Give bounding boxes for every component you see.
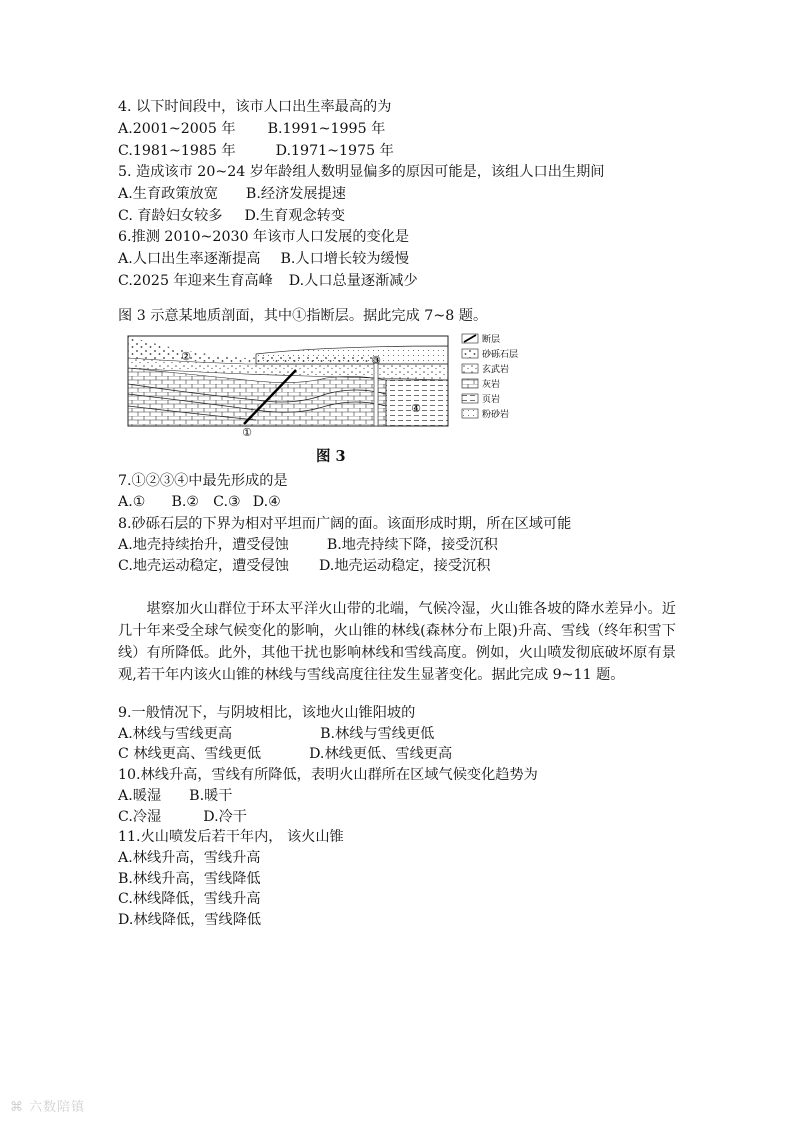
q6-option-d: D.人口总量逐渐减少 — [288, 273, 418, 289]
q5-stem: 5. 造成该市 20~24 岁年龄组人数明显偏多的原因可能是，该组人口出生期间 — [118, 164, 605, 180]
q6-option-b: B.人口增长较为缓慢 — [280, 251, 409, 267]
q10-option-b: B.暖干 — [189, 788, 233, 804]
q11-option-d: D.林线降低，雪线降低 — [118, 912, 262, 928]
q8-option-b: B.地壳持续下降，接受沉积 — [326, 537, 498, 553]
q7-stem: 7.①②③④中最先形成的是 — [118, 473, 288, 489]
legend-shale — [462, 393, 500, 405]
q5-option-b: B.经济发展提速 — [245, 186, 346, 202]
figure-intro: 图 3 示意某地质剖面，其中①指断层。据此完成 7~8 题。 — [118, 308, 488, 324]
q5-options-row1 — [118, 184, 346, 204]
q6-option-a: A.人口出生率逐渐提高 — [118, 251, 261, 267]
q10-option-c: C.冷湿 — [118, 809, 162, 825]
watermark-text: 六数陪镇 — [29, 1100, 86, 1115]
q7-option-d: D.④ — [252, 494, 281, 510]
q10-options-row1 — [118, 786, 232, 806]
legend-basalt — [462, 363, 509, 375]
legend-label-basalt: 玄武岩 — [482, 365, 510, 375]
q8-options-row2 — [118, 556, 490, 576]
q6-options-row1 — [118, 249, 409, 269]
figure-caption: 图 3 — [316, 448, 346, 465]
legend — [462, 333, 518, 420]
passage-kamchatka: 堪察加火山群位于环太平洋火山带的北端，气候冷湿，火山锥各坡的降水差异小。近几十年来受全球气候变化的影响，火山锥的林线(森林分布上限)升高、雪线（终年积雪下线）有所降低。此外，其他干扰也影响林线和雪线高度。例如，火山喷发彻底破坏原有景观,若干年内该火山锥的林线与雪线高度往往发生显著变化。据此完成 9~11 题。 — [118, 601, 676, 683]
q8-option-d: D.地壳运动稳定，接受沉积 — [318, 558, 491, 574]
q11-stem: 11.火山喷发后若干年内， 该火山锥 — [118, 829, 344, 845]
marker-3: ③ — [371, 354, 381, 367]
legend-label-fault: 断层 — [482, 335, 501, 345]
legend-label-shale: 页岩 — [482, 395, 501, 405]
q11-option-a: A.林线升高，雪线升高 — [118, 850, 261, 866]
q9-option-c: C 林线更高、雪线更低 — [118, 746, 262, 762]
q4-options-row2 — [118, 141, 394, 161]
q6-option-c: C.2025 年迎来生育高峰 — [118, 273, 273, 289]
q4-option-b: B.1991~1995 年 — [267, 121, 386, 137]
q4-option-c: C.1981~1985 年 — [118, 143, 236, 159]
q9-stem: 9.一般情况下，与阴坡相比，该地火山锥阳坡的 — [118, 705, 416, 721]
q9-option-a: A.林线与雪线更高 — [118, 726, 233, 742]
q4-option-a: A.2001~2005 年 — [118, 121, 236, 137]
q11-option-b: B.林线升高，雪线降低 — [118, 871, 261, 887]
legend-label-limestone: 灰岩 — [482, 380, 501, 390]
q6-stem: 6.推测 2010~2030 年该市人口发展的变化是 — [118, 229, 410, 245]
q7-options — [118, 492, 281, 512]
q4-options-row1 — [118, 119, 385, 139]
q6-options-row2 — [118, 271, 418, 291]
legend-gravel — [462, 348, 518, 360]
q10-stem: 10.林线升高，雪线有所降低，表明火山群所在区域气候变化趋势为 — [118, 767, 538, 783]
q10-option-a: A.暖湿 — [118, 788, 162, 804]
q8-option-c: C.地壳运动稳定，遭受侵蚀 — [118, 558, 289, 574]
watermark-logo — [10, 1096, 85, 1115]
q4-option-d: D.1971~1975 年 — [275, 143, 394, 159]
legend-siltstone — [462, 408, 509, 420]
legend-label-siltstone: 粉砂岩 — [482, 410, 510, 420]
q11-option-c: C.林线降低，雪线升高 — [118, 891, 261, 907]
q5-options-row2 — [118, 206, 345, 226]
q7-option-b: B.② — [171, 494, 200, 510]
legend-fault — [462, 333, 500, 345]
q7-option-c: C.③ — [213, 494, 241, 510]
q7-option-a: A.① — [118, 494, 146, 510]
q9-options-row1 — [118, 724, 434, 744]
legend-limestone — [462, 378, 500, 390]
q5-option-c: C. 育龄妇女较多 — [118, 208, 223, 224]
q8-option-a: A.地壳持续抬升，遭受侵蚀 — [118, 537, 289, 553]
geologic-cross-section — [126, 328, 546, 438]
q8-stem: 8.砂砾石层的下界为相对平坦而广阔的面。该面形成时期，所在区域可能 — [118, 516, 572, 532]
marker-2: ② — [181, 350, 191, 363]
marker-4: ④ — [411, 402, 421, 415]
q9-option-b: B.林线与雪线更低 — [320, 726, 435, 742]
q10-option-d: D.冷干 — [203, 809, 247, 825]
q8-options-row1 — [118, 535, 498, 555]
q9-options-row2 — [118, 744, 452, 764]
q9-option-d: D.林线更低、雪线更高 — [309, 746, 453, 762]
q5-option-a: A.生育政策放宽 — [118, 186, 218, 202]
marker-1: ① — [242, 426, 252, 438]
watermark-icon: ⌘ — [10, 1100, 30, 1115]
q4-stem: 4. 以下时间段中，该市人口出生率最高的为 — [118, 99, 392, 115]
q5-option-d: D.生育观念转变 — [244, 208, 346, 224]
q10-options-row2 — [118, 807, 247, 827]
legend-label-gravel: 砂砾石层 — [482, 350, 519, 360]
